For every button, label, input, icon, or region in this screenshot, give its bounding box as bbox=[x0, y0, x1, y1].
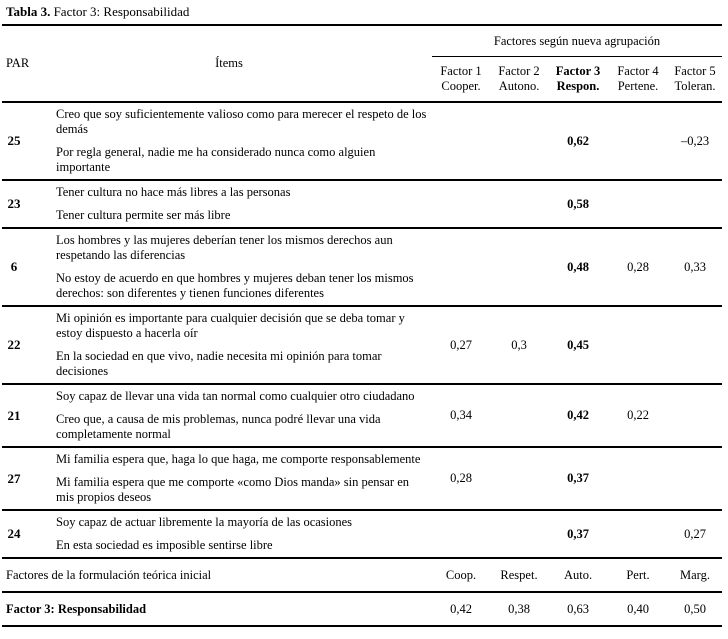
factor-4-value bbox=[608, 447, 668, 510]
factor-1-value: 0,28 bbox=[432, 447, 490, 510]
factor-1-value bbox=[432, 510, 490, 558]
factor-header-4 bbox=[608, 57, 668, 103]
factor-header-line1: Factor 3 bbox=[555, 64, 601, 78]
factor-1-value: 0,34 bbox=[432, 384, 490, 447]
item-text: Tener cultura no hace más libres a las personas bbox=[56, 185, 291, 199]
factor-header-3 bbox=[548, 57, 608, 103]
factor3-summary-5: 0,50 bbox=[668, 592, 722, 626]
factor-header-5 bbox=[668, 57, 722, 103]
factor-5-value: –0,23 bbox=[668, 102, 722, 180]
factor3-summary-4: 0,40 bbox=[608, 592, 668, 626]
items-cell bbox=[26, 228, 432, 306]
factor-2-value bbox=[490, 180, 548, 228]
par-number: 23 bbox=[2, 180, 26, 228]
factor-5-value bbox=[668, 180, 722, 228]
factor-table bbox=[2, 24, 722, 627]
factor-2-value: 0,3 bbox=[490, 306, 548, 384]
factor-5-value: 0,27 bbox=[668, 510, 722, 558]
factor-2-value bbox=[490, 102, 548, 180]
par-header: PAR bbox=[2, 25, 26, 102]
factor-header-line2: Autono. bbox=[498, 79, 540, 93]
table-row bbox=[2, 447, 722, 510]
item-text: En la sociedad en que vivo, nadie necesita mi opinión para tomar decisiones bbox=[56, 349, 382, 378]
table-row bbox=[2, 510, 722, 558]
factor-3-value: 0,42 bbox=[548, 384, 608, 447]
factor-2-value bbox=[490, 228, 548, 306]
factor-4-value bbox=[608, 180, 668, 228]
par-number: 24 bbox=[2, 510, 26, 558]
factor-header-line2: Respon. bbox=[556, 79, 600, 93]
factor-header-line2: Pertene. bbox=[617, 79, 659, 93]
factor-5-value bbox=[668, 384, 722, 447]
factor3-summary-1: 0,42 bbox=[432, 592, 490, 626]
item-text: Mi familia espera que me comporte «como Dios manda» sin pensar en mis propios deseos bbox=[56, 475, 410, 504]
table-body bbox=[2, 102, 722, 558]
initial-factor-4: Pert. bbox=[608, 558, 668, 592]
item-text: No estoy de acuerdo en que hombres y mujeres deban tener los mismos derechos: son diferentes y tienen funciones diferentes bbox=[56, 271, 414, 300]
factor-header-line1: Factor 2 bbox=[498, 64, 540, 78]
table-row bbox=[2, 228, 722, 306]
par-number: 21 bbox=[2, 384, 26, 447]
table-caption bbox=[6, 4, 189, 20]
factor-3-value: 0,37 bbox=[548, 510, 608, 558]
factor-2-value bbox=[490, 447, 548, 510]
footer2-label: Factor 3: Responsabilidad bbox=[2, 592, 432, 626]
item-text: Creo que, a causa de mis problemas, nunca podré llevar una vida completamente normal bbox=[56, 412, 381, 441]
factor-3-value: 0,45 bbox=[548, 306, 608, 384]
factor-3-value: 0,58 bbox=[548, 180, 608, 228]
factor-group-header: Factores según nueva agrupación bbox=[432, 25, 722, 57]
factor-header-2 bbox=[490, 57, 548, 103]
factor-5-value bbox=[668, 447, 722, 510]
factor-header-line1: Factor 1 bbox=[440, 64, 482, 78]
item-text: Los hombres y las mujeres deberían tener los mismos derechos aun respetando las diferencias bbox=[56, 233, 393, 262]
factor-3-value: 0,62 bbox=[548, 102, 608, 180]
initial-factor-2: Respet. bbox=[490, 558, 548, 592]
item-text: Creo que soy suficientemente valioso como para merecer el respeto de los demás bbox=[56, 107, 427, 136]
table-row bbox=[2, 306, 722, 384]
factor-3-value: 0,48 bbox=[548, 228, 608, 306]
factor-1-value bbox=[432, 102, 490, 180]
factor-4-value: 0,28 bbox=[608, 228, 668, 306]
caption-label: Tabla 3. bbox=[6, 4, 51, 19]
factor-4-value bbox=[608, 510, 668, 558]
factor3-summary-2: 0,38 bbox=[490, 592, 548, 626]
factor-4-value bbox=[608, 102, 668, 180]
footer-row-initial bbox=[2, 558, 722, 592]
initial-factor-3: Auto. bbox=[548, 558, 608, 592]
table-row bbox=[2, 384, 722, 447]
factor-3-value: 0,37 bbox=[548, 447, 608, 510]
items-cell bbox=[26, 510, 432, 558]
factor-1-value bbox=[432, 228, 490, 306]
items-cell bbox=[26, 180, 432, 228]
item-text: Tener cultura permite ser más libre bbox=[56, 208, 231, 222]
items-header: Ítems bbox=[26, 25, 432, 102]
factor-2-value bbox=[490, 384, 548, 447]
item-text: En esta sociedad es imposible sentirse libre bbox=[56, 538, 273, 552]
factor-1-value: 0,27 bbox=[432, 306, 490, 384]
factor-1-value bbox=[432, 180, 490, 228]
item-text: Mi opinión es importante para cualquier decisión que se deba tomar y estoy dispuesto a hacerla oír bbox=[56, 311, 405, 340]
footer-label: Factores de la formulación teórica inicial bbox=[2, 558, 432, 592]
items-cell bbox=[26, 384, 432, 447]
table-row bbox=[2, 102, 722, 180]
caption-title: Factor 3: Responsabilidad bbox=[53, 4, 190, 19]
factor-2-value bbox=[490, 510, 548, 558]
items-cell bbox=[26, 447, 432, 510]
item-text: Soy capaz de actuar libremente la mayoría de las ocasiones bbox=[56, 515, 353, 529]
factor-header-line1: Factor 5 bbox=[674, 64, 716, 78]
par-number: 25 bbox=[2, 102, 26, 180]
items-cell bbox=[26, 306, 432, 384]
par-number: 27 bbox=[2, 447, 26, 510]
item-text: Soy capaz de llevar una vida tan normal como cualquier otro ciudadano bbox=[56, 389, 415, 403]
par-number: 6 bbox=[2, 228, 26, 306]
factor-5-value bbox=[668, 306, 722, 384]
initial-factor-1: Coop. bbox=[432, 558, 490, 592]
factor-4-value bbox=[608, 306, 668, 384]
factor-header-1 bbox=[432, 57, 490, 103]
factor-header-line2: Toleran. bbox=[674, 79, 716, 93]
initial-factor-5: Marg. bbox=[668, 558, 722, 592]
table-row bbox=[2, 180, 722, 228]
factor-header-line1: Factor 4 bbox=[617, 64, 659, 78]
header-row-1 bbox=[2, 25, 722, 57]
factor-5-value: 0,33 bbox=[668, 228, 722, 306]
item-text: Mi familia espera que, haga lo que haga, me comporte responsablemente bbox=[56, 452, 421, 466]
footer-row-factor bbox=[2, 592, 722, 626]
item-text: Por regla general, nadie me ha considerado nunca como alguien importante bbox=[56, 145, 376, 174]
par-number: 22 bbox=[2, 306, 26, 384]
factor3-summary-3: 0,63 bbox=[548, 592, 608, 626]
factor-header-line2: Cooper. bbox=[441, 79, 481, 93]
factor-4-value: 0,22 bbox=[608, 384, 668, 447]
items-cell bbox=[26, 102, 432, 180]
